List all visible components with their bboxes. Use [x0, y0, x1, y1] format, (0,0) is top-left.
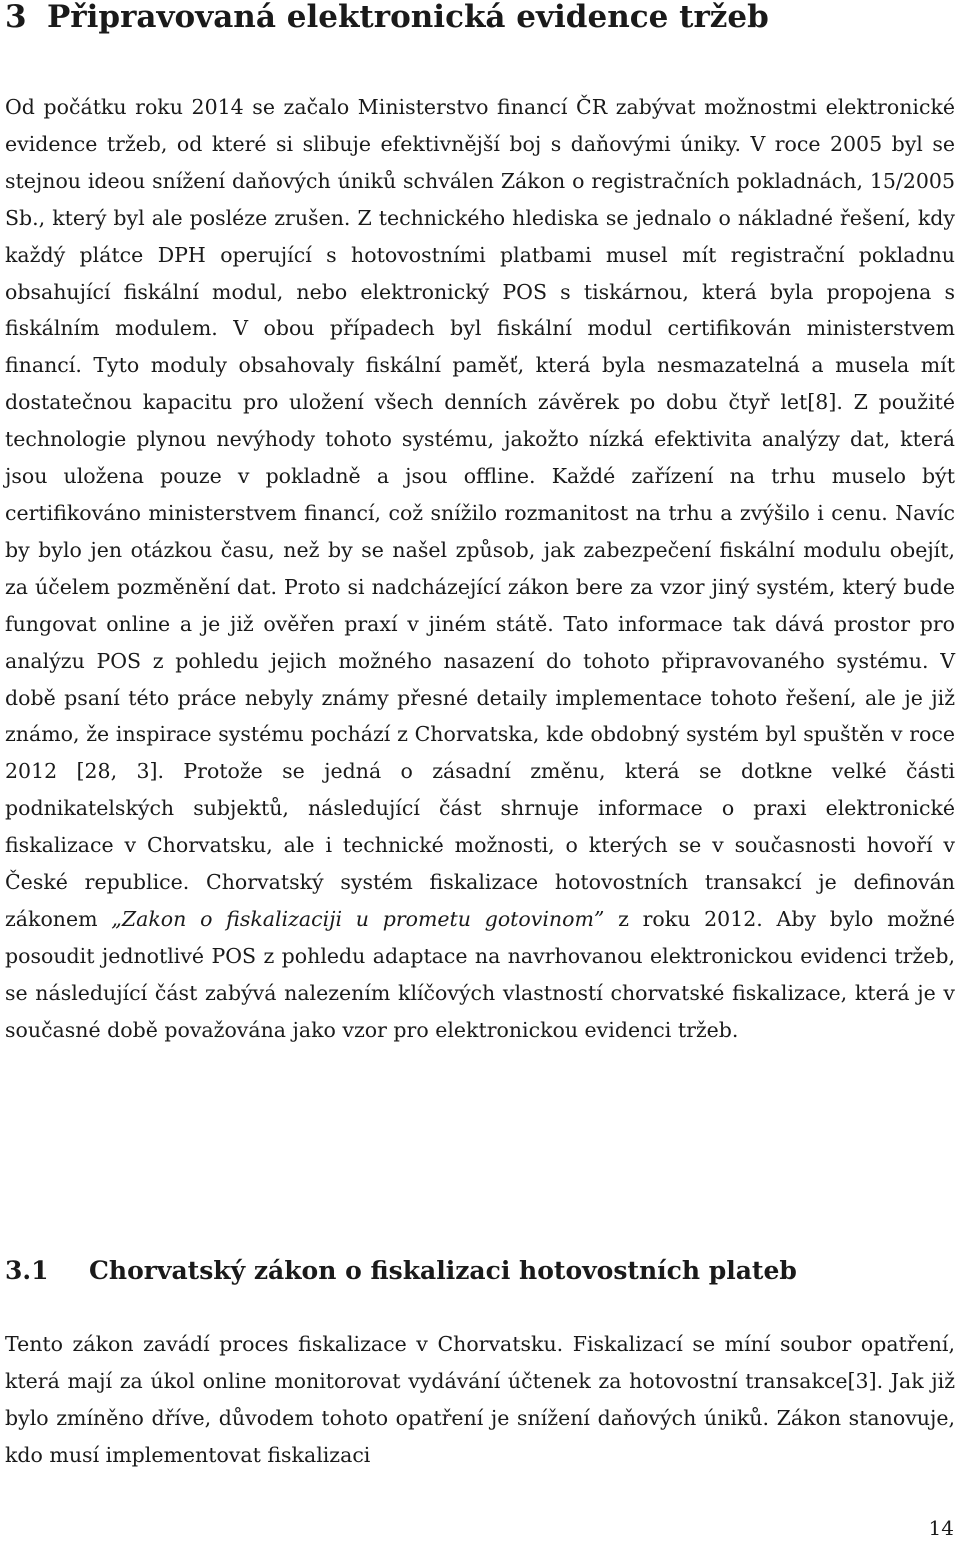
chapter-heading	[5, 0, 955, 34]
law-title-citation: „Zakon o fiskalizaciji u prometu gotovinom”	[111, 906, 605, 931]
chapter-number: 3	[5, 0, 27, 35]
section-title: Chorvatský zákon o fiskalizaci hotovostních plateb	[89, 1256, 797, 1285]
section-heading	[5, 1255, 955, 1287]
body-paragraph-section: Tento zákon zavádí proces fiskalizace v Chorvatsku. Fiskalizací se míní soubor opatření, která mají za úkol online monitorovat vydávání účtenek za hotovostní transakce[3]. Jak již bylo zmíněno dříve, důvodem tohoto opatření je snížení daňových úniků. Zákon stanovuje, kdo musí implementovat fiskalizaci	[5, 1332, 955, 1467]
paragraph-text-continued: z roku 2012. Aby bylo možné posoudit jednotlivé POS z pohledu adaptace na navrhovanou elektronickou evidenci tržeb, se následující část zabývá nalezením klíčových vlastností chorvatské fiskalizace, která je v současné době považována jako vzor pro elektronickou evidenci tržeb.	[5, 906, 956, 1042]
section-number: 3.1	[5, 1256, 49, 1285]
paragraph-text: Od počátku roku 2014 se začalo Ministerstvo financí ČR zabývat možnostmi elektronické evidence tržeb, od které si slibuje efektivnější boj s daňovými úniky. V roce 2005 byl se stejnou ideou snížení daňových úniků schválen Zákon o registračních pokladnách, 15/2005 Sb., který byl ale posléze zrušen. Z technického hlediska se jednalo o nákladné řešení, kdy každý plátce DPH operující s hotovostními platbami musel mít registrační pokladnu obsahující fiskální modul, nebo elektronický POS s tiskárnou, která byla propojena s fiskálním modulem. V obou případech byl fiskální modul certifikován ministerstvem financí. Tyto moduly obsahovaly fiskální paměť, která byla nesmazatelná a musela mít dostatečnou kapacitu pro uložení všech denních závěrek po dobu čtyř let[8]. Z použité technologie plynou nevýhody tohoto systému, jakožto nízká efektivita analýzy dat, která jsou uložena pouze v pokladně a jsou offline. Každé zařízení na trhu muselo být certifikováno ministerstvem financí, což snížilo rozmanitost na trhu a zvýšilo i cenu. Navíc by bylo jen otázkou času, než by se našel způsob, jak zabezpečení fiskální modulu obejít, za účelem pozměnění dat. Proto si nadcházející zákon bere za vzor jiný systém, který bude fungovat online a je již ověřen praxí v jiném státě. Tato informace tak dává prostor pro analýzu POS z pohledu jejich možného nasazení do tohoto připravovaného systému. V době psaní této práce nebyly známy přesné detaily implementace tohoto řešení, ale je již známo, že inspirace systému pochází z Chorvatska, kde obdobný systém byl spuštěn v roce 2012 [28, 3]. Protože se jedná o zásadní změnu, která se dotkne velké části podnikatelských subjektů, následující část shrnuje informace o praxi elektronické fiskalizace v Chorvatsku, ale i technické možnosti, o kterých se v současnosti hovoří v České republice. Chorvatský systém fiskalizace hotovostních transakcí je definován zákonem	[5, 95, 955, 931]
body-paragraph	[5, 89, 955, 1049]
chapter-title: Připravovaná elektronická evidence tržeb	[47, 0, 769, 35]
page-number: 14	[928, 1516, 954, 1540]
